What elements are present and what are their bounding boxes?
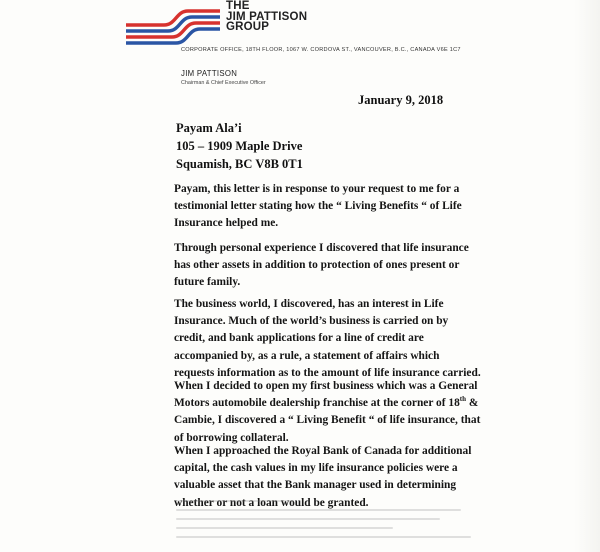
paragraph-line: Cambie, I discovered a “ Living Benefit “ of life insurance, that [174,414,481,427]
company-name-line-2: JIM PATTISON [226,10,308,23]
recipient-city: Squamish, BC V8B 0T1 [176,157,303,171]
signer-title: Chairman & Chief Executive Officer [181,80,266,86]
paragraph-line [174,395,524,412]
paragraph-3 [174,296,524,382]
recipient-address [176,119,303,173]
paragraph-line: capital, the cash values in my life insurance policies were a [174,462,458,475]
paragraph-text: & [466,397,479,410]
letter-date: January 9, 2018 [358,93,444,107]
paragraph-line: has other assets in addition to protection of ones present or [174,259,460,272]
company-name-line-1: THE [226,0,250,12]
recipient-street: 105 – 1909 Maple Drive [176,139,303,153]
page-edge-shadow [574,0,600,552]
paragraph-line: accompanied by, as a rule, a statement of affairs which [174,349,440,362]
paragraph-line: Through personal experience I discovered that life insurance [174,242,469,254]
recipient-name: Payam Ala’i [176,121,242,135]
signer-name: JIM PATTISON [181,69,238,78]
paragraph-text: Motors automobile dealership franchise at the corner of 18 [174,397,460,410]
paragraph-line: credit, and bank applications for a line of credit are [174,332,424,345]
company-name [226,1,307,33]
pattison-stripes-logo [124,4,220,50]
paragraph-line: whether or not a loan would be granted. [174,496,369,509]
paragraph-2 [174,240,524,292]
paragraph-line: requests information as to the amount of life insurance carried. [174,366,481,379]
paragraph-4 [174,378,524,447]
corporate-address: CORPORATE OFFICE, 18TH FLOOR, 1067 W. CORDOVA ST., VANCOUVER, B.C., CANADA V6E 1C7 [181,47,461,53]
paragraph-line: valuable asset that the Bank manager used in determining [174,479,457,492]
ordinal-suffix: th [459,395,467,404]
paragraph-line: future family. [174,276,241,289]
company-name-line-3: GROUP [226,21,270,33]
paragraph-line: testimonial letter stating how the “ Living Benefits “ of Life [174,200,462,213]
faint-show-through-text [176,500,486,552]
paragraph-line: When I approached the Royal Bank of Canada for additional [174,445,472,457]
paragraph-line: When I decided to open my first business which was a General [174,380,478,392]
paragraph-line: The business world, I discovered, has an interest in Life [174,298,444,310]
paragraph-line: of borrowing collateral. [174,431,289,444]
paragraph-line: Insurance helped me. [174,217,279,230]
paragraph-line: Insurance. Much of the world’s business is carried on by [174,315,449,328]
paragraph-1 [174,181,524,233]
paragraph-line: Payam, this letter is in response to your request to me for a [174,183,460,195]
